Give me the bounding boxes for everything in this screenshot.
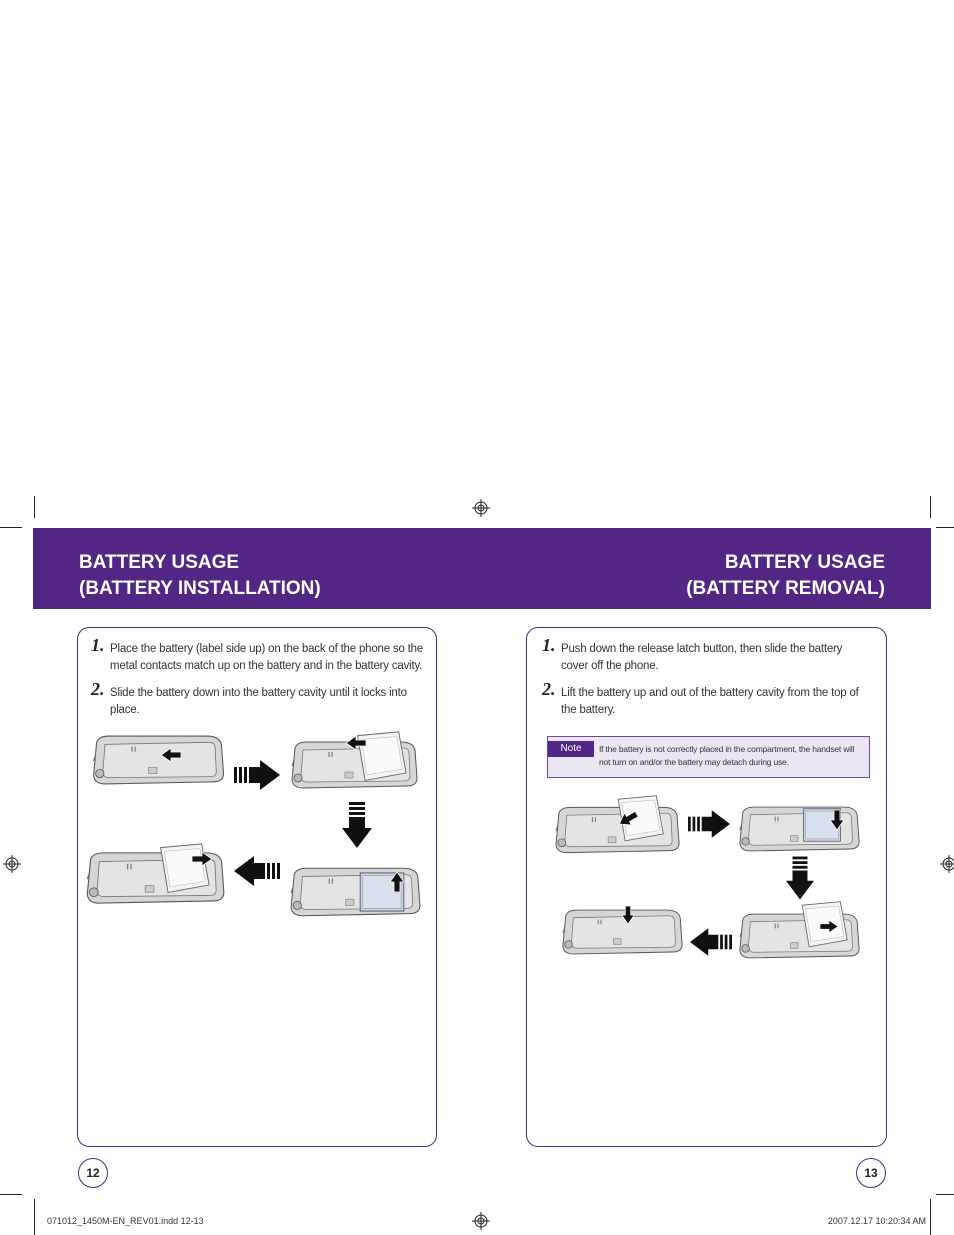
right-step-2 (542, 679, 872, 719)
step-text: Lift the battery up and out of the battery cavity from the top of the battery. (561, 687, 859, 716)
right-title-line2: (BATTERY REMOVAL) (686, 578, 885, 599)
step-number: 1. (542, 635, 556, 655)
step-text: Push down the release latch button, then slide the battery cover off the phone. (561, 643, 843, 672)
arrow-up-icon (390, 872, 404, 892)
arrow-right-icon (820, 920, 838, 933)
left-title-line2: (BATTERY INSTALLATION) (79, 578, 321, 599)
arrow-left-icon (346, 736, 366, 750)
step-number: 2. (91, 679, 105, 699)
arrow-down-icon (786, 856, 814, 900)
registration-mark-icon (3, 855, 21, 873)
note-label: Note (548, 741, 594, 757)
crop-mark (34, 496, 35, 518)
crop-mark (930, 1199, 931, 1235)
step-text: Place the battery (label side up) on the back of the phone so the metal contacts match up on the battery and in the battery cavity. (110, 643, 424, 672)
right-page-title (686, 550, 885, 602)
right-step-1 (542, 635, 872, 675)
page-number-left: 12 (78, 1158, 108, 1188)
battery-cover-illustration (155, 842, 211, 898)
arrow-left-icon (160, 748, 182, 762)
arrow-right-icon (234, 760, 280, 790)
arrow-right-icon (192, 852, 212, 866)
arrow-down-icon (342, 802, 372, 848)
step-number: 2. (542, 679, 556, 699)
left-step-2 (91, 679, 431, 719)
left-page-title (79, 550, 321, 602)
footer-timestamp: 2007.12.17 10:20:34 AM (827, 1216, 926, 1226)
header-banner (33, 528, 931, 609)
crop-mark (930, 496, 931, 518)
phone-back-illustration (90, 734, 226, 786)
crop-mark (34, 1199, 35, 1235)
page-number-right: 13 (856, 1158, 886, 1188)
arrow-down-icon (830, 810, 844, 830)
step-text: Slide the battery down into the battery cavity until it locks into place. (110, 687, 407, 716)
arrow-left-icon (234, 856, 280, 886)
arrow-down-left-icon (618, 812, 638, 826)
crop-mark (936, 527, 954, 528)
registration-mark-icon (472, 499, 490, 517)
crop-mark (0, 1194, 22, 1195)
registration-mark-icon (940, 855, 954, 873)
footer-file-info: 071012_1450M-EN_REV01.indd 12-13 (47, 1216, 204, 1226)
note-text: If the battery is not correctly placed in the compartment, the handset will not turn on and/or the battery may detach during use. (599, 744, 855, 767)
left-title-line1: BATTERY USAGE (79, 552, 240, 573)
note-box (547, 736, 870, 778)
registration-mark-icon (472, 1212, 490, 1230)
right-title-line1: BATTERY USAGE (724, 552, 885, 573)
crop-mark (936, 1194, 954, 1195)
left-step-1 (91, 635, 431, 675)
crop-mark (0, 527, 22, 528)
arrow-right-icon (688, 810, 730, 838)
step-number: 1. (91, 635, 105, 655)
arrow-down-icon (621, 906, 635, 924)
arrow-left-icon (690, 928, 732, 956)
